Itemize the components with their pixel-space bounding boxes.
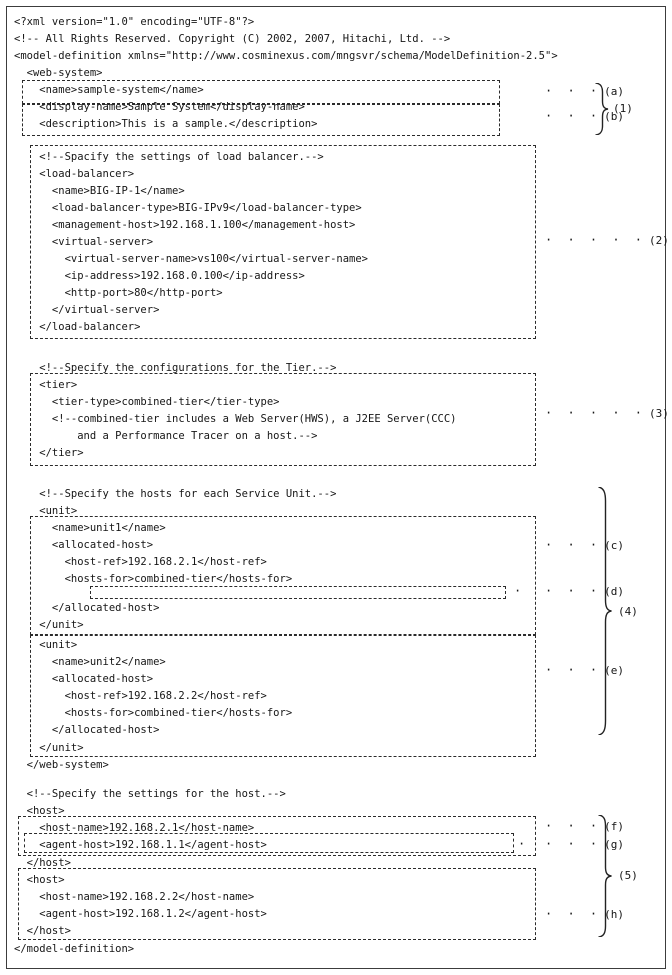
code-line: <host-name>192.168.2.2</host-name>: [14, 891, 255, 903]
code-line: <!--Spacify the settings of load balancer.-->: [14, 151, 324, 163]
code-line: <load-balancer>: [14, 168, 135, 180]
callout-h-dots: · · ·: [545, 907, 598, 921]
code-line: <agent-host>192.168.1.1</agent-host>: [14, 839, 267, 851]
annotation-box-b: [22, 104, 500, 136]
code-line: <ip-address>192.168.0.100</ip-address>: [14, 270, 305, 282]
code-line: <http-port>80</http-port>: [14, 287, 223, 299]
code-line: <host-ref>192.168.2.2</host-ref>: [14, 690, 267, 702]
brace-group-4: [597, 487, 614, 735]
callout-e-dots: · · ·: [545, 663, 598, 677]
callout-g-leader-dot: ·: [518, 837, 526, 851]
code-line: <name>BIG-IP-1</name>: [14, 185, 185, 197]
callout-f-dots: · · ·: [545, 819, 598, 833]
code-line: <allocated-host>: [14, 539, 154, 551]
code-line: <!--Specify the configurations for the Tier.-->: [14, 362, 337, 374]
annotation-box-unit1: [30, 516, 536, 635]
code-line: <agent-host>192.168.1.2</agent-host>: [14, 908, 267, 920]
annotation-box-a: [22, 80, 500, 104]
callout-2-dots: · · · · ·: [545, 233, 643, 247]
code-line: <load-balancer-type>BIG-IPv9</load-balancer-type>: [14, 202, 362, 214]
code-line: <management-host>192.168.1.100</management-host>: [14, 219, 356, 231]
code-line: </unit>: [14, 619, 84, 631]
code-line: <?xml version="1.0" encoding="UTF-8"?>: [14, 16, 255, 28]
callout-3-label: (3): [649, 407, 669, 420]
code-line: <unit>: [14, 639, 78, 651]
brace-group-5: [597, 815, 614, 937]
annotation-box-d-omitted: [90, 586, 506, 599]
annotation-box-h: [18, 868, 536, 940]
code-line: <display-name>Sample System</display-name>: [14, 101, 305, 113]
code-line: </web-system>: [14, 759, 109, 771]
callout-3: [545, 405, 669, 422]
callout-c-label: (c): [604, 539, 624, 552]
code-line: <web-system>: [14, 67, 103, 79]
code-line: </host>: [14, 857, 71, 869]
callout-3-dots: · · · · ·: [545, 406, 643, 420]
code-line: <allocated-host>: [14, 673, 154, 685]
code-line: </host>: [14, 925, 71, 937]
callout-b-label: (b): [604, 110, 624, 123]
code-line: <host>: [14, 874, 65, 886]
code-line: <hosts-for>combined-tier</hosts-for>: [14, 707, 293, 719]
code-line: </allocated-host>: [14, 602, 160, 614]
callout-b-dots: · · ·: [545, 109, 598, 123]
code-line: <!-- All Rights Reserved. Copyright (C) 2002, 2007, Hitachi, Ltd. -->: [14, 33, 451, 45]
callout-2: [545, 232, 669, 249]
code-line: <name>unit1</name>: [14, 522, 166, 534]
code-line: <hosts-for>combined-tier</hosts-for>: [14, 573, 293, 585]
code-line: </allocated-host>: [14, 724, 160, 736]
code-line: <tier-type>combined-tier</tier-type>: [14, 396, 280, 408]
callout-d-label: (d): [604, 585, 624, 598]
code-line: <name>unit2</name>: [14, 656, 166, 668]
code-line: <virtual-server-name>vs100</virtual-server-name>: [14, 253, 369, 265]
annotation-box-g: [24, 833, 514, 853]
callout-2-label: (2): [649, 234, 669, 247]
brace-group-1: [594, 83, 610, 135]
callout-a-dots: · · ·: [545, 84, 598, 98]
code-line: <description>This is a sample.</description>: [14, 118, 318, 130]
callout-d-dots: · · ·: [545, 584, 598, 598]
callout-a: [545, 83, 624, 100]
code-line: </unit>: [14, 742, 84, 754]
code-line: <tier>: [14, 379, 78, 391]
code-line: <host-ref>192.168.2.1</host-ref>: [14, 556, 267, 568]
code-line: </model-definition>: [14, 943, 135, 955]
code-line: <model-definition xmlns="http://www.cosminexus.com/mngsvr/schema/ModelDefinition-2.5">: [14, 50, 558, 62]
code-line: <unit>: [14, 505, 78, 517]
callout-g-dots: · · ·: [545, 837, 598, 851]
code-line: <host>: [14, 805, 65, 817]
code-line: <host-name>192.168.2.1</host-name>: [14, 822, 255, 834]
callout-c-dots: · · ·: [545, 538, 598, 552]
code-line: <!--combined-tier includes a Web Server(HWS), a J2EE Server(CCC): [14, 413, 457, 425]
code-line: </load-balancer>: [14, 321, 141, 333]
code-line: </virtual-server>: [14, 304, 160, 316]
annotation-box-load-balancer: [30, 145, 536, 339]
annotation-box-unit2: [30, 635, 536, 757]
callout-h-label: (h): [604, 908, 624, 921]
callout-g-label: (g): [604, 838, 624, 851]
callout-e-label: (e): [604, 664, 624, 677]
code-line: <!--Specify the settings for the host.-->: [14, 788, 286, 800]
code-line: <name>sample-system</name>: [14, 84, 204, 96]
callout-d-leader-dot: ·: [514, 584, 522, 598]
group-1-label: (1): [613, 102, 633, 115]
code-line: <virtual-server>: [14, 236, 154, 248]
code-line: and a Performance Tracer on a host.-->: [14, 430, 318, 442]
code-line: <!--Specify the hosts for each Service Unit.-->: [14, 488, 337, 500]
code-line: </tier>: [14, 447, 84, 459]
group-5-label: (5): [618, 869, 638, 882]
group-4-label: (4): [618, 605, 638, 618]
callout-f-label: (f): [604, 820, 624, 833]
annotation-box-tier: [30, 373, 536, 466]
callout-a-label: (a): [604, 85, 624, 98]
